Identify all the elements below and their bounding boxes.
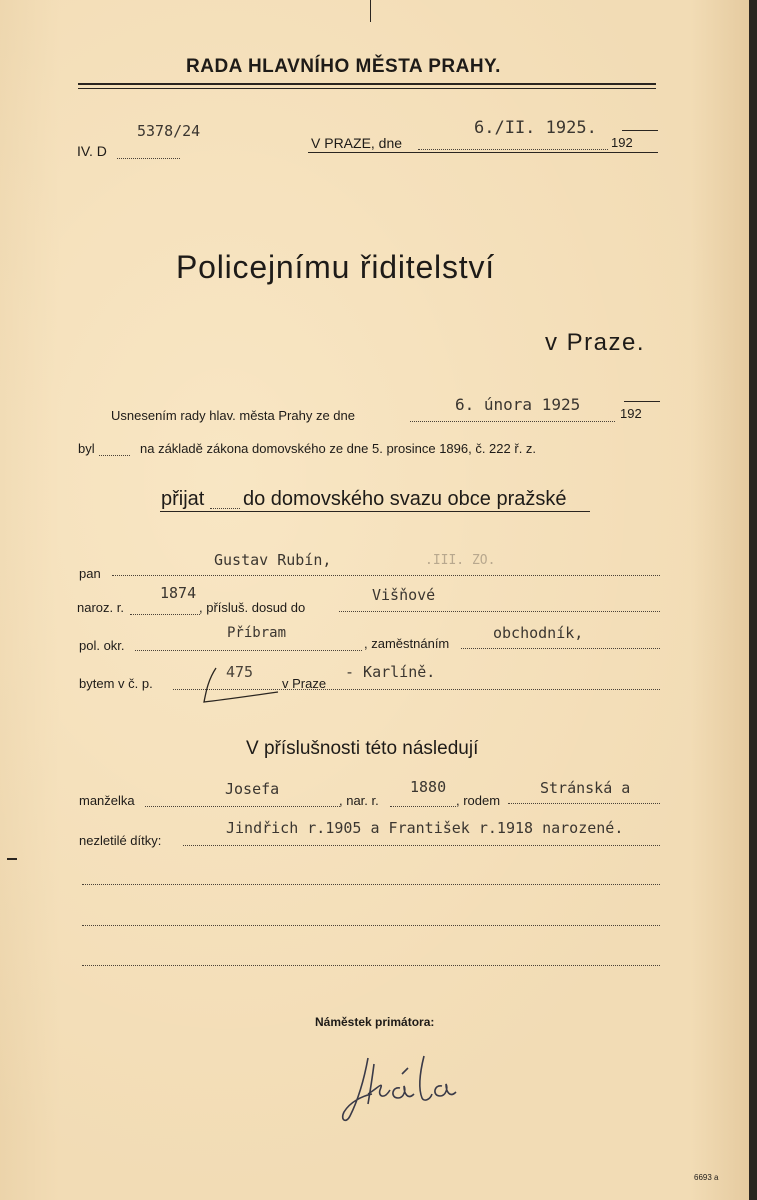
residence-area: - Karlíně. <box>345 663 436 681</box>
house-number: 475 <box>226 663 254 681</box>
faint-typed-text: .III. ZO. <box>425 553 496 568</box>
handwritten-signature <box>338 1050 468 1130</box>
resolution-date: 6. února 1925 <box>455 395 581 414</box>
pan-dots <box>112 575 660 576</box>
resolution-text: Usnesením rady hlav. města Prahy ze dne <box>111 408 355 423</box>
recipient-name: Policejnímu řiditelství <box>176 249 495 285</box>
district-value: Příbram <box>227 625 287 641</box>
accepted-word: přijat <box>161 488 205 510</box>
occupation-label: , zaměstnáním <box>364 636 450 651</box>
signature-title: Náměstek primátora: <box>315 1015 435 1029</box>
resolution-dots <box>410 421 615 422</box>
pan-label: pan <box>79 566 101 581</box>
blank-line-2 <box>82 925 660 926</box>
occupation-dots <box>461 648 660 649</box>
belongs-dots <box>339 611 660 612</box>
belongs-label: , přísluš. dosud do <box>199 600 306 615</box>
person-name: Gustav Rubín, <box>214 551 332 569</box>
resolution-year-strike <box>624 401 660 402</box>
born-dots <box>130 614 200 615</box>
header-rule-top <box>78 83 656 85</box>
residence-city-label: v Praze <box>282 676 327 691</box>
law-text: na základě zákona domovského ze dne 5. prosince 1896, č. 222 ř. z. <box>140 441 537 456</box>
wife-name: Josefa <box>225 780 280 798</box>
scan-edge <box>749 0 757 1200</box>
accepted-rest: do domovského svazu obce pražské <box>243 488 567 510</box>
ref-number: 5378/24 <box>137 122 201 140</box>
wife-dots <box>145 806 340 807</box>
byl-dots <box>99 455 130 456</box>
wife-born-year: 1880 <box>410 778 447 796</box>
children-value: Jindřich r.1905 a František r.1918 narozené. <box>226 819 624 837</box>
accepted-underline <box>160 511 590 512</box>
children-label: nezletilé dítky: <box>79 833 162 848</box>
district-label: pol. okr. <box>79 638 125 653</box>
wife-maiden: Stránská a <box>540 779 631 797</box>
wife-born-dots <box>390 806 456 807</box>
wife-label: manželka <box>79 793 135 808</box>
family-heading: V příslušnosti této následují <box>246 738 479 759</box>
ref-dots <box>117 158 180 159</box>
date-year-prefix: 192 <box>611 135 633 150</box>
wife-maiden-label: , rodem <box>456 793 501 808</box>
year-strike <box>622 130 658 131</box>
wife-maiden-dots <box>508 803 660 804</box>
place-date-prefix: V PRAZE, dne <box>311 135 403 151</box>
born-label: naroz. r. <box>77 600 124 615</box>
date-dots <box>418 149 608 150</box>
accepted-dots <box>210 508 240 509</box>
form-number: 6693 a <box>694 1173 719 1182</box>
margin-tick-mark <box>7 858 17 860</box>
wife-born-label: , nar. r. <box>339 793 379 808</box>
belongs-place: Višňové <box>372 586 436 604</box>
resolution-year-prefix: 192 <box>620 406 642 421</box>
authority-heading: RADA HLAVNÍHO MĚSTA PRAHY. <box>186 56 501 77</box>
recipient-place: v Praze. <box>545 329 646 356</box>
header-rule-bottom <box>78 88 656 89</box>
blank-line-3 <box>82 965 660 966</box>
date-underline <box>308 152 658 153</box>
ref-prefix: IV. D <box>77 143 107 159</box>
byl-label: byl <box>78 441 95 456</box>
children-dots <box>183 845 660 846</box>
blank-line-1 <box>82 884 660 885</box>
born-year: 1874 <box>160 584 197 602</box>
top-tick-mark <box>370 0 371 22</box>
date-typed: 6./II. 1925. <box>474 118 597 138</box>
residence-label: bytem v č. p. <box>79 676 153 691</box>
district-dots <box>135 650 362 651</box>
occupation-value: obchodník, <box>493 624 584 642</box>
